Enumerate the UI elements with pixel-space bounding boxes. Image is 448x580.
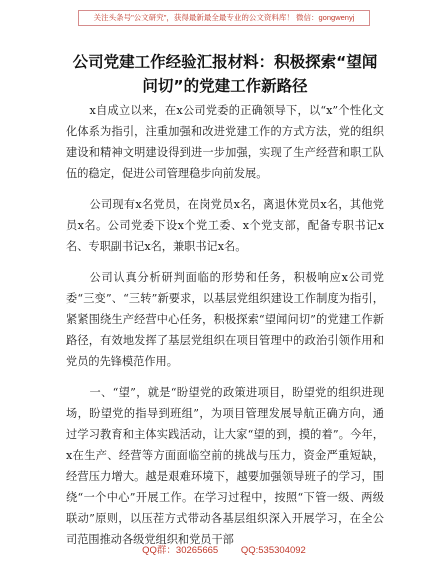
page-footer [0, 544, 448, 558]
document-title: 公司党建工作经验汇报材料：积极探索“望闻问切”的党建工作新路径 [72, 53, 378, 95]
footer-qq-contact: QQ:535304092 [240, 545, 306, 556]
paragraph-1: x自成立以来，在x公司党委的正确领导下，以“x”个性化文化体系为指引，注重加强和改进党建工作的方式方法，党的组织建设和精神文明建设得到进一步加强，实现了生产经营和职工队伍的稳定，促进公司管理稳步向前发展。 [66, 104, 384, 180]
paragraph-3: 公司认真分析研判面临的形势和任务，积极响应x公司党委“三变”、“三转”新要求，以基层党组织建设工作制度为指引，紧紧围绕生产经营中心任务，积极探索“望闻问切”的党建工作新路径，有效地发挥了基层党组织在项目管理中的政治引领作用和党员的先锋模范作用。 [66, 271, 384, 368]
footer-qq-group: QQ群：30265665 [142, 545, 219, 556]
paragraph-2: 公司现有x名党员，在岗党员x名，离退休党员x名，其他党员x名。公司党委下设x个党工委、x个党支部，配备专职书记x名、专职副书记x名，兼职书记x名。 [66, 198, 384, 253]
paragraph-4: 一、“望”，就是“盼望党的政策进项目，盼望党的组织进现场，盼望党的指导到班组”，为项目管理发展导航正确方向，通过学习教育和主体实践活动，让大家“望的到，摸的着”。今年，x在生产、经营等方面面临空前的挑战与压力，资金严重短缺，经营压力增大。越是艰难环境下，越要加强领导班子的学习，围绕“一个中心”开展工作。在学习过程中，按照“下管一级、两级联动”原则，以压茬方式带动各基层组织深入开展学习，在全公司范围推动各级党组织和党员干部 [66, 386, 384, 546]
document-body [66, 100, 384, 560]
promo-banner: 关注头条号"公文研究"，获得最新最全最专业的公文资料库！ 微信：gongwenyj [78, 10, 370, 26]
